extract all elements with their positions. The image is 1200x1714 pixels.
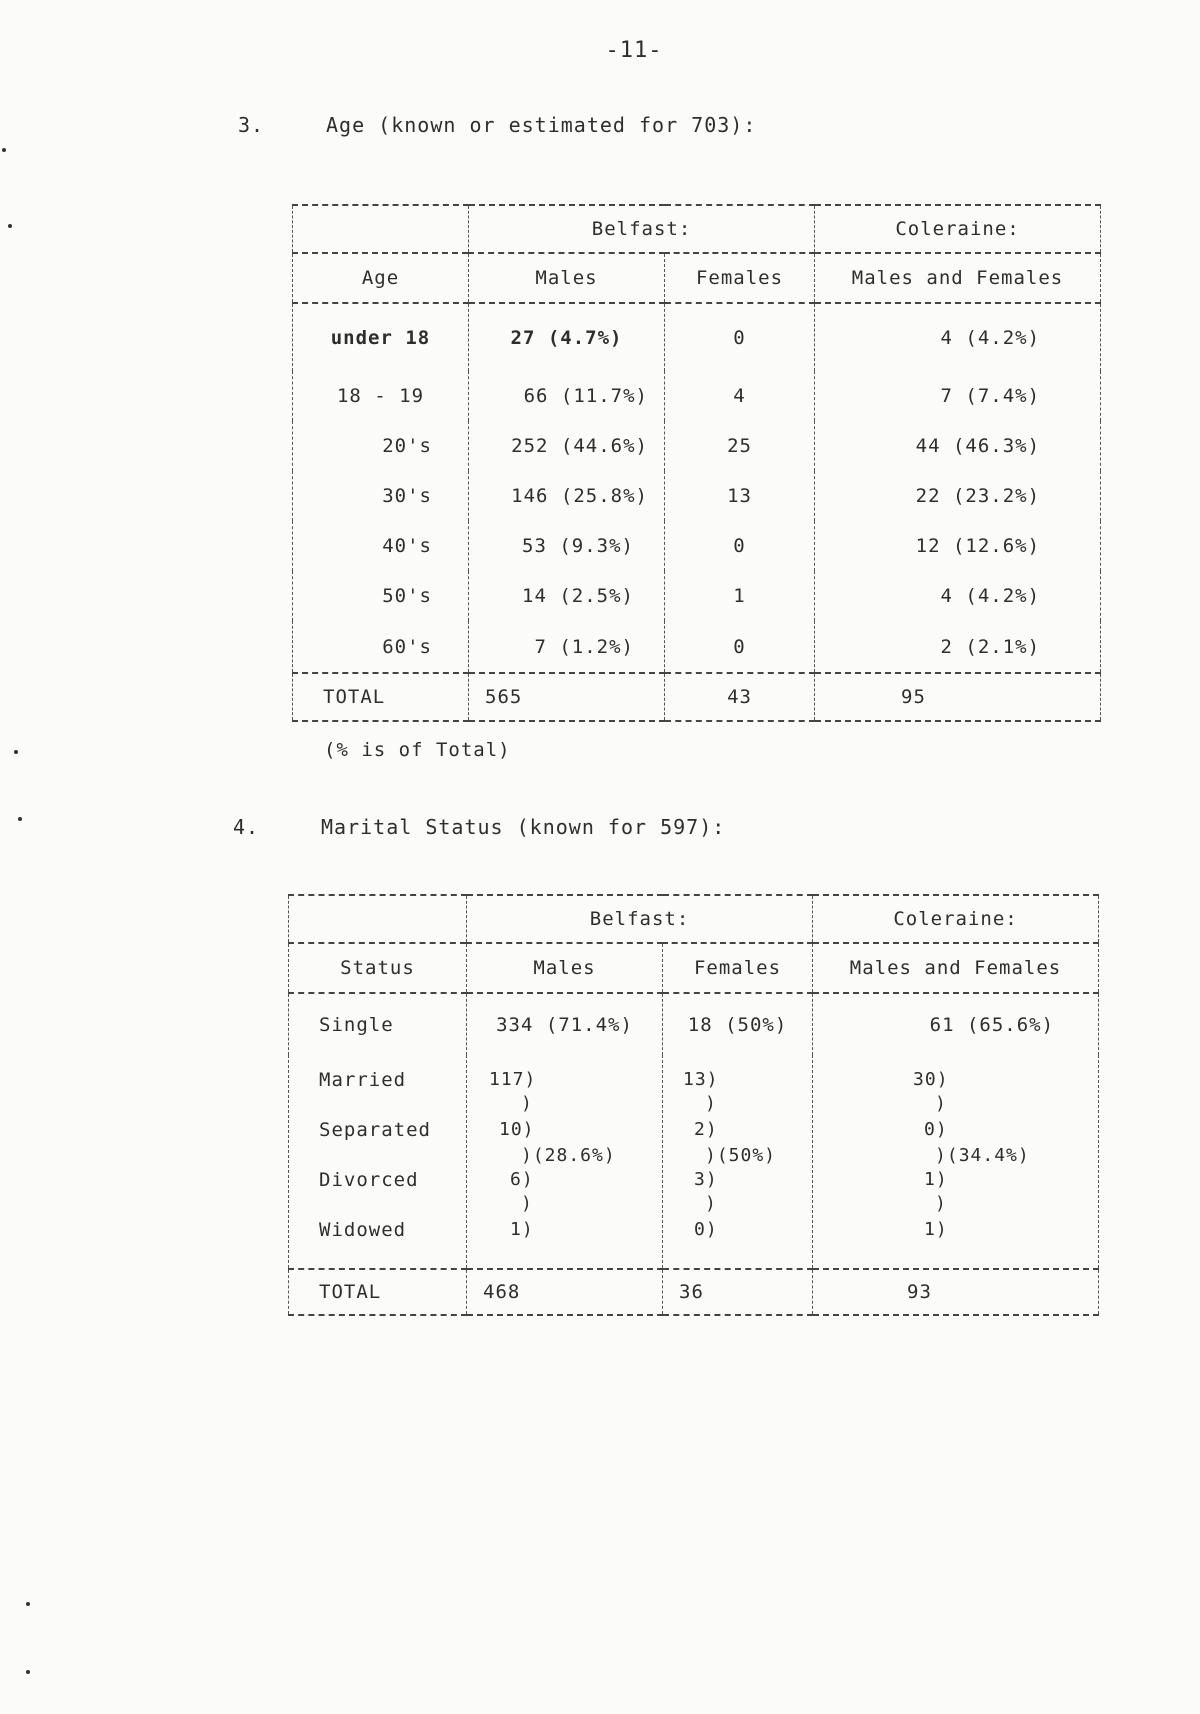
percent-note: (% is of Total) xyxy=(324,739,511,761)
header-empty-cell xyxy=(289,895,467,943)
belfast-males-cell: 27 (4.7%) xyxy=(469,303,665,371)
coleraine-group-cell xyxy=(813,1055,1099,1269)
males-separated: 10) xyxy=(499,1119,535,1140)
males-divorced: 6) xyxy=(510,1169,534,1190)
header-males: Males xyxy=(467,943,663,993)
coleraine-cell: 44 (46.3%) xyxy=(815,421,1101,471)
margin-speck xyxy=(26,1670,30,1674)
status-widowed: Widowed xyxy=(319,1219,407,1241)
status-separated: Separated xyxy=(319,1119,431,1141)
marital-table xyxy=(288,894,1099,1316)
header-coleraine: Coleraine: xyxy=(813,895,1099,943)
total-coleraine: 95 xyxy=(815,673,1101,721)
belfast-females-cell: 1 xyxy=(665,571,815,621)
age-cell: 30's xyxy=(293,471,469,521)
bracket: ) xyxy=(521,1093,533,1114)
table-row-single xyxy=(289,993,1099,1055)
total-males: 468 xyxy=(467,1269,663,1315)
bracket: ) xyxy=(705,1193,717,1214)
males-group-percent: )(28.6%) xyxy=(521,1145,616,1166)
coleraine-cell: 2 (2.1%) xyxy=(815,621,1101,673)
section-title: Marital Status (known for 597): xyxy=(321,815,726,839)
total-males: 565 xyxy=(469,673,665,721)
age-section-heading xyxy=(238,113,938,143)
coleraine-group-percent: )(34.4%) xyxy=(935,1145,1030,1166)
header-row-bottom xyxy=(289,943,1099,993)
belfast-males-cell: 66 (11.7%) xyxy=(469,371,665,421)
females-married: 13) xyxy=(683,1069,719,1090)
age-cell: under 18 xyxy=(293,303,469,371)
females-widowed: 0) xyxy=(694,1219,718,1240)
header-empty-cell xyxy=(293,205,469,253)
belfast-females-cell: 13 xyxy=(665,471,815,521)
header-age: Age xyxy=(293,253,469,303)
status-divorced: Divorced xyxy=(319,1169,419,1191)
belfast-males-cell: 252 (44.6%) xyxy=(469,421,665,471)
header-row-bottom xyxy=(293,253,1101,303)
header-status: Status xyxy=(289,943,467,993)
header-males-and-females: Males and Females xyxy=(815,253,1101,303)
table-row xyxy=(293,521,1101,571)
coleraine-widowed: 1) xyxy=(924,1219,948,1240)
header-males-and-females: Males and Females xyxy=(813,943,1099,993)
age-table xyxy=(292,204,1101,722)
coleraine-cell: 7 (7.4%) xyxy=(815,371,1101,421)
belfast-males-cell: 53 (9.3%) xyxy=(469,521,665,571)
margin-speck xyxy=(14,750,18,754)
belfast-females-cell: 0 xyxy=(665,521,815,571)
table-row xyxy=(293,571,1101,621)
total-coleraine: 93 xyxy=(813,1269,1099,1315)
table-row xyxy=(293,303,1101,371)
section-number: 4. xyxy=(233,815,260,839)
belfast-females-cell: 4 xyxy=(665,371,815,421)
bracket: ) xyxy=(935,1193,947,1214)
status-married: Married xyxy=(319,1069,407,1091)
total-label: TOTAL xyxy=(289,1269,467,1315)
belfast-males-cell: 7 (1.2%) xyxy=(469,621,665,673)
females-separated: 2) xyxy=(694,1119,718,1140)
page-number: -11- xyxy=(605,38,663,63)
margin-speck xyxy=(26,1602,30,1606)
coleraine-cell: 12 (12.6%) xyxy=(815,521,1101,571)
belfast-females-cell: 0 xyxy=(665,621,815,673)
total-row xyxy=(293,673,1101,721)
coleraine-separated: 0) xyxy=(924,1119,948,1140)
total-label: TOTAL xyxy=(293,673,469,721)
header-coleraine: Coleraine: xyxy=(815,205,1101,253)
status-cell: Single xyxy=(289,993,467,1055)
coleraine-cell: 61 (65.6%) xyxy=(813,993,1099,1055)
section-number: 3. xyxy=(238,113,265,137)
table-row xyxy=(293,621,1101,673)
header-females: Females xyxy=(663,943,813,993)
table-row xyxy=(293,421,1101,471)
males-married: 117) xyxy=(489,1069,537,1090)
header-row-top xyxy=(289,895,1099,943)
males-widowed: 1) xyxy=(510,1219,534,1240)
age-cell: 40's xyxy=(293,521,469,571)
belfast-females-cell: 25 xyxy=(665,421,815,471)
status-group-cell xyxy=(289,1055,467,1269)
belfast-females-group-cell xyxy=(663,1055,813,1269)
age-cell: 18 - 19 xyxy=(293,371,469,421)
header-belfast: Belfast: xyxy=(469,205,815,253)
age-cell: 20's xyxy=(293,421,469,471)
header-row-top xyxy=(293,205,1101,253)
belfast-males-group-cell xyxy=(467,1055,663,1269)
belfast-females-cell: 18 (50%) xyxy=(663,993,813,1055)
marital-section-heading xyxy=(233,815,933,845)
age-cell: 50's xyxy=(293,571,469,621)
coleraine-cell: 22 (23.2%) xyxy=(815,471,1101,521)
belfast-males-cell: 146 (25.8%) xyxy=(469,471,665,521)
belfast-males-cell: 14 (2.5%) xyxy=(469,571,665,621)
females-divorced: 3) xyxy=(694,1169,718,1190)
age-cell: 60's xyxy=(293,621,469,673)
total-females: 43 xyxy=(665,673,815,721)
total-row xyxy=(289,1269,1099,1315)
margin-speck xyxy=(8,224,12,228)
coleraine-cell: 4 (4.2%) xyxy=(815,571,1101,621)
coleraine-married: 30) xyxy=(913,1069,949,1090)
header-belfast: Belfast: xyxy=(467,895,813,943)
total-females: 36 xyxy=(663,1269,813,1315)
margin-speck xyxy=(18,817,22,821)
belfast-males-cell: 334 (71.4%) xyxy=(467,993,663,1055)
header-males: Males xyxy=(469,253,665,303)
bracket: ) xyxy=(705,1093,717,1114)
table-row-grouped xyxy=(289,1055,1099,1269)
bracket: ) xyxy=(935,1093,947,1114)
belfast-females-cell: 0 xyxy=(665,303,815,371)
section-title: Age (known or estimated for 703): xyxy=(326,113,757,137)
margin-speck xyxy=(2,148,6,152)
header-females: Females xyxy=(665,253,815,303)
coleraine-cell: 4 (4.2%) xyxy=(815,303,1101,371)
bracket: ) xyxy=(521,1193,533,1214)
females-group-percent: )(50%) xyxy=(705,1145,777,1166)
table-row xyxy=(293,471,1101,521)
coleraine-divorced: 1) xyxy=(924,1169,948,1190)
table-row xyxy=(293,371,1101,421)
